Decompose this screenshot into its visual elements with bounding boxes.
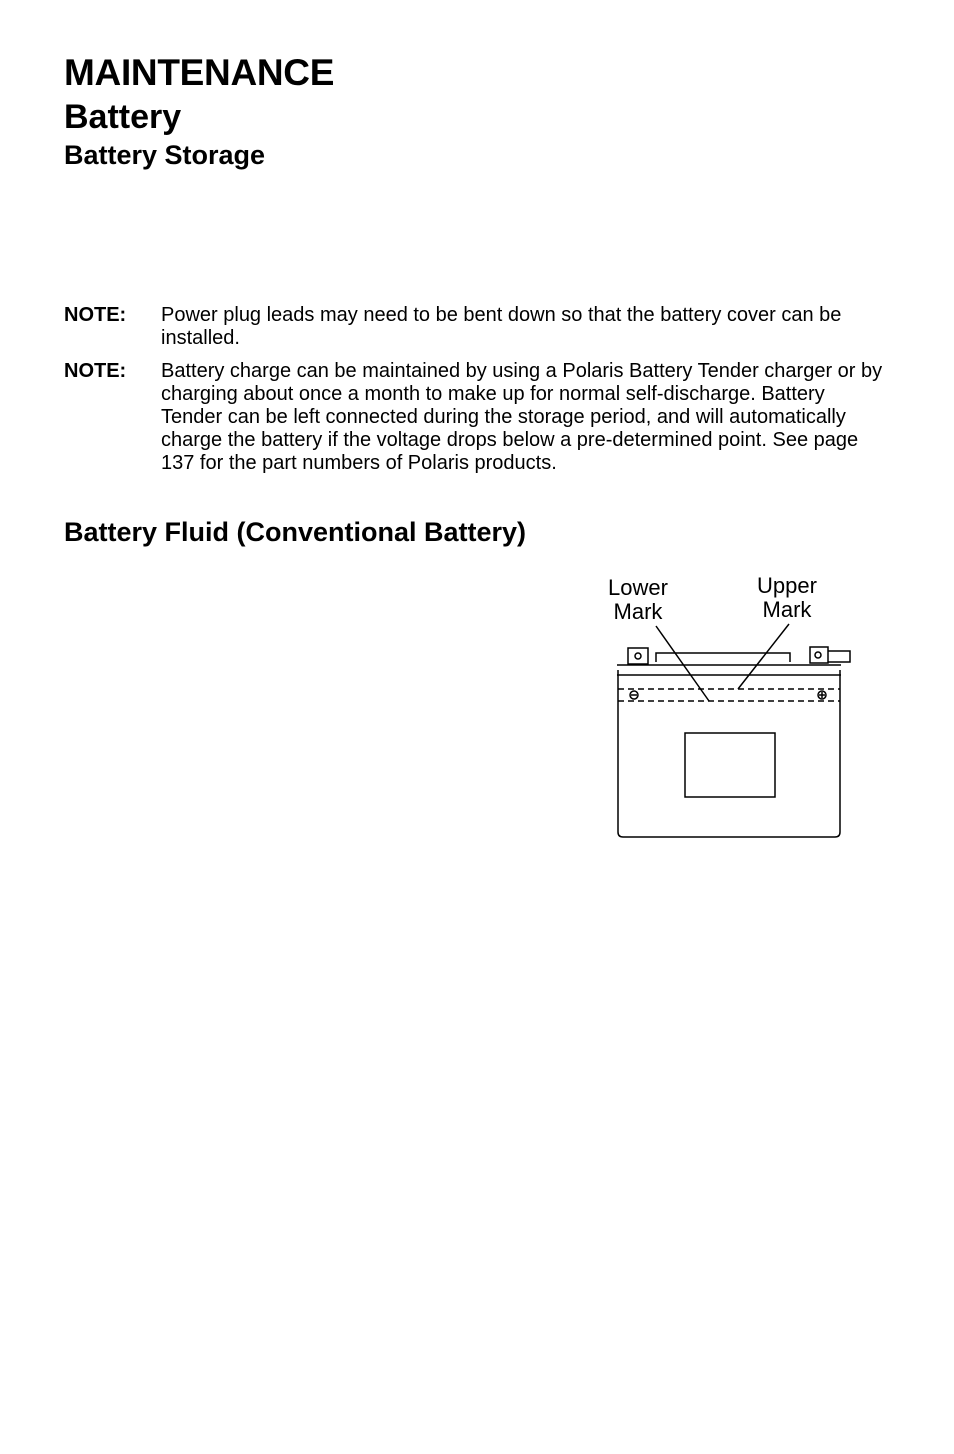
right-terminal: [810, 647, 828, 663]
label-panel: [685, 733, 775, 797]
note-power-plug: [64, 304, 884, 350]
battery-body: [618, 670, 840, 837]
note-battery-tender: [64, 360, 884, 475]
battery-fluid-figure: [590, 570, 860, 850]
upper-mark-leader-line: [738, 624, 789, 689]
left-terminal: [628, 648, 648, 664]
fluid-section-heading: Battery Fluid (Conventional Battery): [64, 517, 527, 547]
note-label: NOTE:: [64, 304, 127, 326]
note-text: Battery charge can be maintained by using a Polaris Battery Tender charger or by charging about once a month to make up for normal self-discharge. Battery Tender can be left connected during the storage period, and will automatically charge the battery if the voltage drops below a pre-determined point. See page 137 for the part numbers of Polaris products.: [161, 360, 883, 474]
subtopic-title: Battery Storage: [64, 140, 266, 170]
lower-mark-label: Lower Mark: [608, 575, 668, 624]
terminal-tab: [828, 651, 850, 662]
upper-mark-label: Upper Mark: [757, 573, 817, 622]
note-label: NOTE:: [64, 360, 127, 382]
note-text: Power plug leads may need to be bent down so that the battery cover can be installed.: [161, 304, 842, 349]
topic-title: Battery: [64, 98, 182, 136]
section-title: MAINTENANCE: [64, 52, 335, 93]
